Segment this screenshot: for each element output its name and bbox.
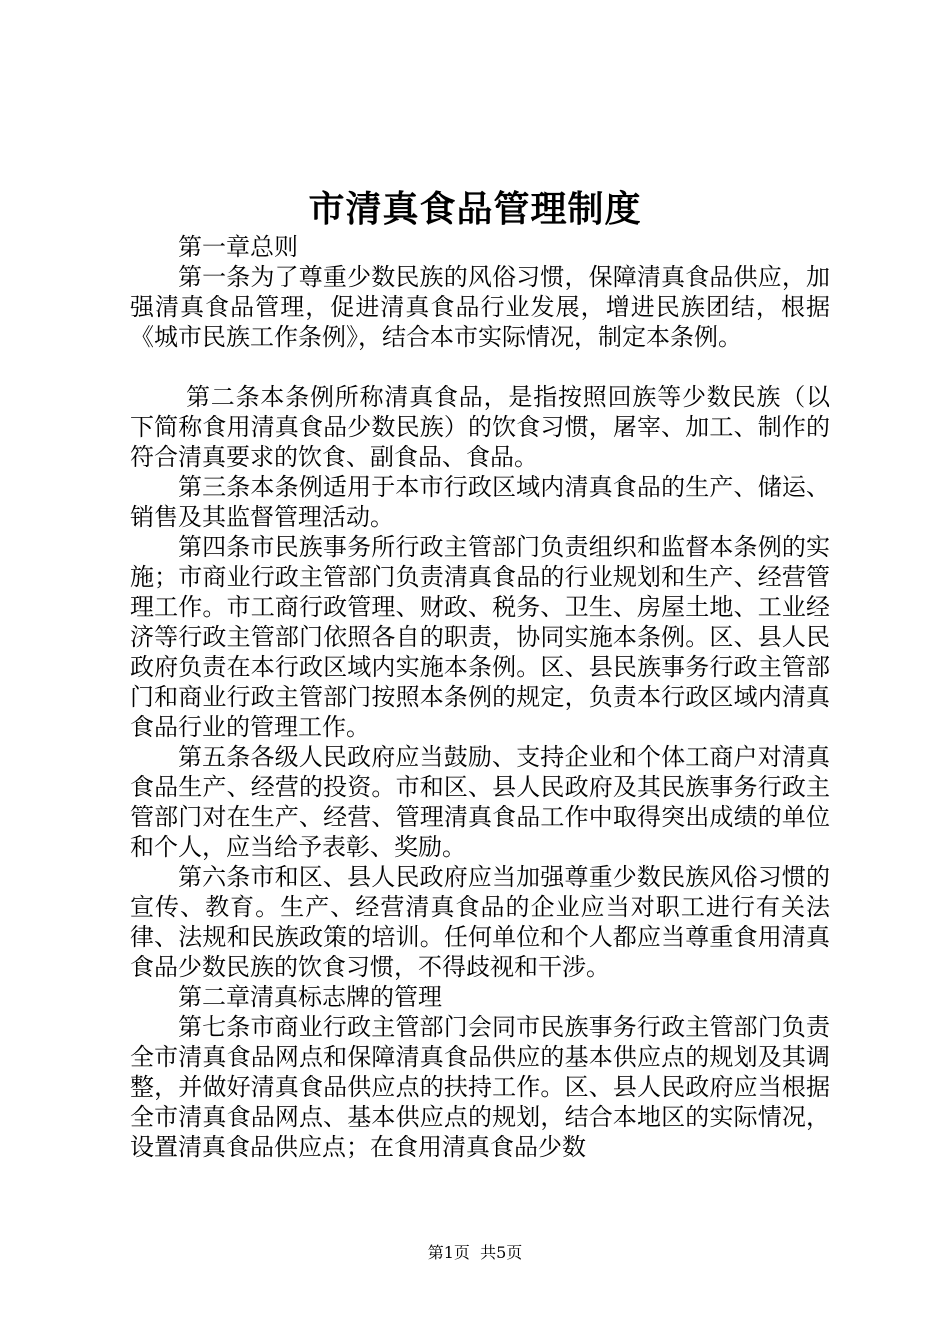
document-body [130, 232, 830, 1162]
article-paragraph: 第三条本条例适用于本市行政区域内清真食品的生产、储运、销售及其监督管理活动。 [130, 473, 830, 531]
article-paragraph: 第一条为了尊重少数民族的风俗习惯，保障清真食品供应，加强清真食品管理，促进清真食品行业发展，增进民族团结，根据《城市民族工作条例》，结合本市实际情况，制定本条例。 [130, 263, 830, 351]
chapter-heading: 第二章清真标志牌的管理 [178, 983, 442, 1011]
page-footer [0, 1243, 950, 1263]
chapter-heading: 第一章总则 [178, 233, 298, 261]
article-paragraph: 第二条本条例所称清真食品，是指按照回族等少数民族（以下简称食用清真食品少数民族）的饮食习惯，屠宰、加工、制作的符合清真要求的饮食、副食品、食品。 [130, 383, 830, 471]
article-paragraph: 第七条市商业行政主管部门会同市民族事务行政主管部门负责全市清真食品网点和保障清真食品供应的基本供应点的规划及其调整，并做好清真食品供应点的扶持工作。区、县人民政府应当根据全市清真食品网点、基本供应点的规划，结合本地区的实际情况，设置清真食品供应点；在食用清真食品少数 [130, 1013, 830, 1161]
document-title: 市清真食品管理制度 [308, 188, 642, 230]
article-paragraph: 第四条市民族事务所行政主管部门负责组织和监督本条例的实施；市商业行政主管部门负责清真食品的行业规划和生产、经营管理工作。市工商行政管理、财政、税务、卫生、房屋土地、工业经济等行政主管部门依照各自的职责，协同实施本条例。区、县人民政府负责在本行政区域内实施本条例。区、县民族事务行政主管部门和商业行政主管部门按照本条例的规定，负责本行政区域内清真食品行业的管理工作。 [130, 533, 830, 741]
article-paragraph: 第五条各级人民政府应当鼓励、支持企业和个体工商户对清真食品生产、经营的投资。市和区、县人民政府及其民族事务行政主管部门对在生产、经营、管理清真食品工作中取得突出成绩的单位和个人，应当给予表彰、奖励。 [130, 743, 830, 861]
page-total: 共5页 [480, 1243, 523, 1262]
article-paragraph: 第六条市和区、县人民政府应当加强尊重少数民族风俗习惯的宣传、教育。生产、经营清真食品的企业应当对职工进行有关法律、法规和民族政策的培训。任何单位和个人都应当尊重食用清真食品少数民族的饮食习惯，不得歧视和干涉。 [130, 863, 830, 981]
page-number: 第1页 [427, 1243, 470, 1262]
